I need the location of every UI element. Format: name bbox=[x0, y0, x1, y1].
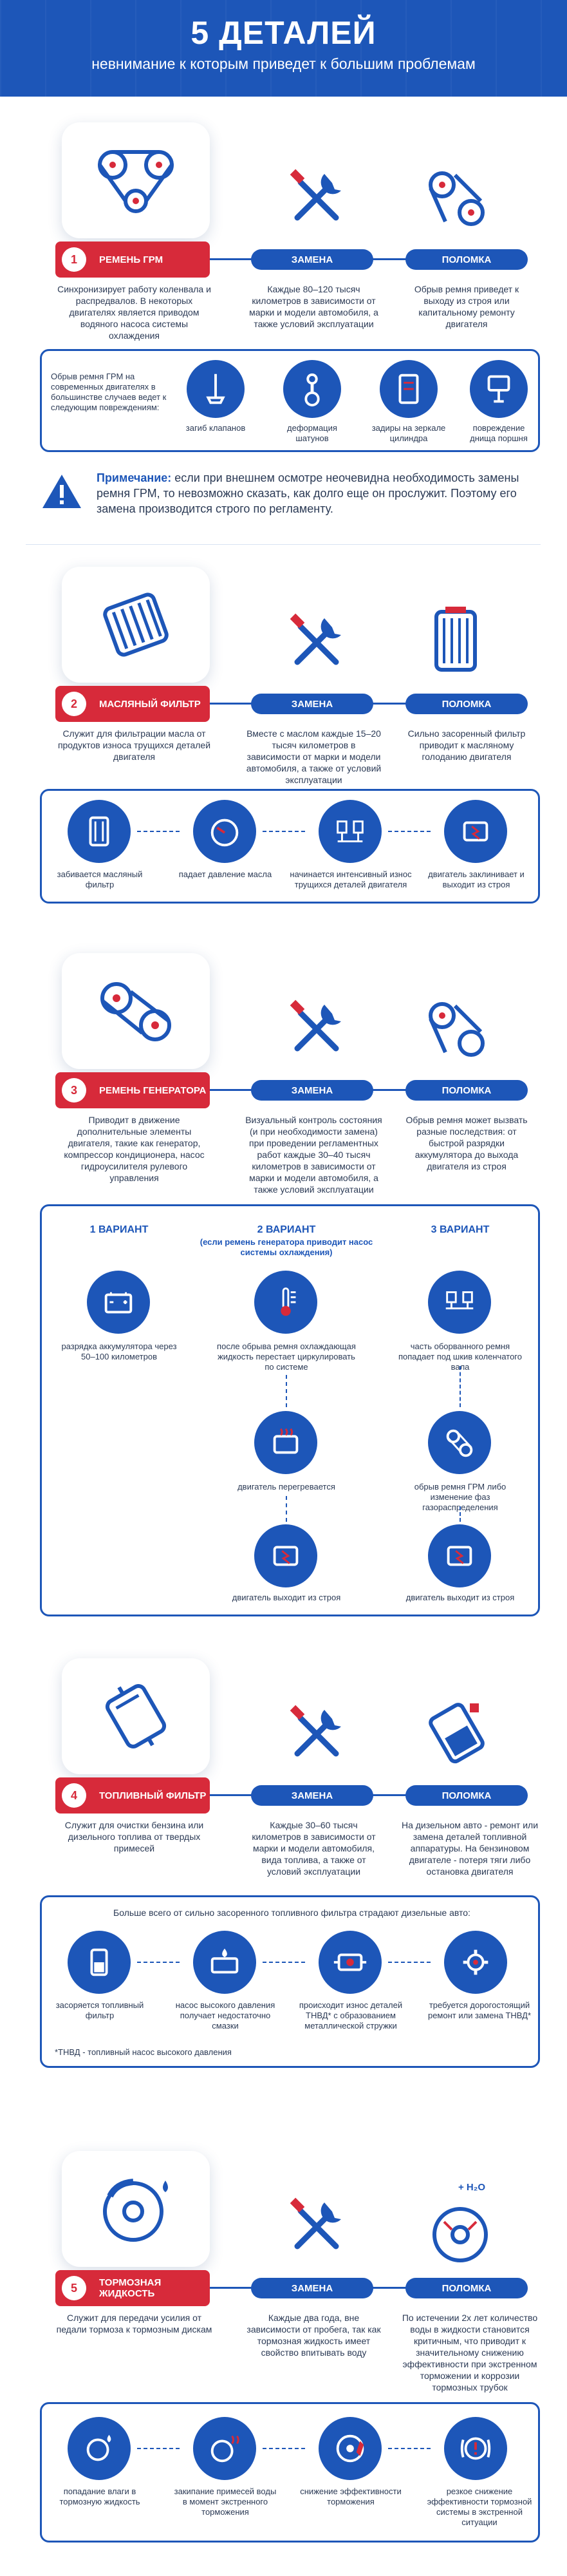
fuel-filter-card bbox=[62, 1658, 210, 1774]
engine-parts-icon bbox=[331, 813, 369, 850]
footnote: *ТНВД - топливный насос высокого давления bbox=[55, 2047, 232, 2057]
fuel-filter-chain-panel bbox=[40, 1895, 540, 2068]
boiling-icon bbox=[206, 2430, 243, 2467]
connecting-rod-icon bbox=[293, 370, 331, 408]
timing-belt-icon bbox=[91, 142, 181, 219]
wrench-screwdriver-icon bbox=[284, 1702, 349, 1766]
breakdown-label: ПОЛОМКА bbox=[405, 2278, 528, 2298]
wrench-screwdriver-icon bbox=[284, 2195, 349, 2259]
chain-item bbox=[68, 800, 131, 863]
damage-item bbox=[283, 360, 341, 418]
alternator-belt-icon bbox=[91, 972, 181, 1050]
chain-item bbox=[193, 1931, 256, 1994]
breakdown-label: ПОЛОМКА bbox=[405, 249, 528, 270]
timing-belt-description: Синхронизирует работу коленвала и распредвалов. В некоторых двигателях является приводом водяного насоса системы охлаждения bbox=[57, 284, 211, 341]
damage-intro: Обрыв ремня ГРМ на современных двигателях в большинстве случаев ведет к следующим повреждениям: bbox=[51, 372, 167, 412]
chain-caption: падает давление масла bbox=[178, 869, 272, 879]
alternator-variants-panel bbox=[40, 1204, 540, 1616]
damage-item bbox=[380, 360, 438, 418]
damage-caption: задиры на зеркале цилиндра bbox=[371, 423, 446, 443]
fuel-panel-title: Больше всего от сильно засоренного топливного фильтра страдают дизельные авто: bbox=[113, 1908, 470, 1918]
variant-2-caption: двигатель выходит из строя bbox=[232, 1593, 341, 1602]
section-name: ТОРМОЗНАЯ ЖИДКОСТЬ bbox=[99, 2277, 162, 2299]
variant-2-subtitle: (если ремень генератора приводит насос системы охлаждения) bbox=[200, 1237, 373, 1257]
page-subtitle: невнимание к которым приведет к большим проблемам bbox=[91, 55, 476, 72]
variant-1-caption: разрядка аккумулятора через 50–100 километров bbox=[61, 1341, 177, 1361]
replace-label: ЗАМЕНА bbox=[251, 249, 373, 270]
section-number: 1 bbox=[62, 247, 86, 272]
broken-belt-icon bbox=[420, 993, 490, 1064]
variant-connector bbox=[460, 1366, 461, 1407]
clogged-filter-icon bbox=[430, 605, 481, 676]
wrench-screwdriver-icon bbox=[284, 611, 349, 675]
crankshaft-icon bbox=[441, 1283, 478, 1321]
chain-caption: начинается интенсивный износ трущихся деталей двигателя bbox=[290, 869, 412, 889]
section-number: 4 bbox=[62, 1783, 86, 1808]
chain-caption: попадание влаги в тормозную жидкость bbox=[59, 2486, 140, 2506]
valve-icon bbox=[197, 370, 234, 408]
brake-disc-icon bbox=[91, 2170, 181, 2248]
timing-belt-card bbox=[62, 122, 210, 238]
alternator-belt-card bbox=[62, 953, 210, 1069]
variant-3-caption: двигатель выходит из строя bbox=[405, 1593, 515, 1602]
fuel-filter-replace-text: Каждые 30–60 тысяч километров в зависимости от марки и модели автомобиля, вида топлива, а также от условий эксплуатации bbox=[252, 1820, 376, 1877]
section-fuel-filter bbox=[0, 1658, 567, 2122]
timing-belt-breakdown-text: Обрыв ремня приведет к выходу из строя или капитальному ремонту двигателя bbox=[414, 284, 519, 329]
section-label-brake-fluid bbox=[55, 2270, 210, 2306]
chain-caption: снижение эффективности торможения bbox=[300, 2486, 402, 2506]
variant-2-caption: после обрыва ремня охлаждающая жидкость перестает циркулировать по системе bbox=[217, 1341, 356, 1372]
brake-disc-water-icon bbox=[425, 2196, 496, 2267]
broken-engine-icon bbox=[441, 1537, 478, 1575]
breakdown-label: ПОЛОМКА bbox=[405, 1080, 528, 1101]
alternator-belt-replace-text: Визуальный контроль состояния (и при необходимости замена) при проведении регламентных работ каждые 30–40 тысяч километров в зависимости от марки и модели автомобиля, а также условий эксплуатации bbox=[245, 1115, 382, 1195]
brake-fluid-replace-text: Каждые два года, вне зависимости от пробега, так как тормозная жидкость имеет свойство впитывать воду bbox=[246, 2313, 381, 2358]
fuel-filter-description: Служит для очистки бензина или дизельного топлива от твердых примесей bbox=[64, 1820, 204, 1853]
chain-connector bbox=[137, 831, 180, 832]
fuel-filter-breakdown-text: На дизельном авто - ремонт или замена деталей топливной аппаратуры. На бензиновом двигателе - потеря тяги либо остановка двигателя bbox=[401, 1820, 539, 1877]
variant-3-caption: часть оборванного ремня попадает под шкив коленчатого вала bbox=[398, 1341, 522, 1372]
damage-caption: деформация шатунов bbox=[287, 423, 337, 443]
variant-3-item bbox=[428, 1524, 491, 1587]
section-alternator-belt bbox=[0, 953, 567, 1629]
variant-3-caption: обрыв ремня ГРМ либо изменение фаз газораспределения bbox=[414, 1482, 507, 1512]
variant-connector bbox=[460, 1506, 461, 1522]
section-number: 3 bbox=[62, 1078, 86, 1103]
damage-caption: повреждение днища поршня bbox=[470, 423, 528, 443]
oil-filter-description: Служит для фильтрации масла от продуктов износа трущихся деталей двигателя bbox=[57, 728, 211, 762]
section-oil-filter bbox=[0, 567, 567, 927]
variant-3-item bbox=[428, 1411, 491, 1474]
chain-item bbox=[444, 1931, 507, 1994]
timing-belt-replace-text: Каждые 80–120 тысяч километров в зависимости от марки и модели автомобиля, а также условий эксплуатации bbox=[249, 284, 378, 329]
warning-icon bbox=[41, 473, 82, 509]
variant-3-title: 3 ВАРИАНТ bbox=[431, 1224, 490, 1235]
note-label: Примечание: bbox=[97, 471, 172, 484]
damage-caption: загиб клапанов bbox=[185, 423, 246, 433]
wrench-screwdriver-icon bbox=[284, 997, 349, 1061]
chain-item bbox=[319, 800, 382, 863]
oil-filter-breakdown-text: Сильно засоренный фильтр приводит к масляному голоданию двигателя bbox=[407, 728, 526, 762]
chain-caption: засоряется топливный фильтр bbox=[55, 2000, 144, 2020]
divider bbox=[26, 544, 541, 545]
breakdown-label: ПОЛОМКА bbox=[405, 694, 528, 714]
chain-connector bbox=[137, 2448, 180, 2449]
broken-belt-icon bbox=[420, 162, 490, 233]
section-label-alternator-belt bbox=[55, 1072, 210, 1108]
section-timing-belt bbox=[0, 122, 567, 586]
broken-engine-icon bbox=[457, 813, 494, 850]
section-name: ТОПЛИВНЫЙ ФИЛЬТР bbox=[99, 1790, 207, 1801]
section-brake-fluid bbox=[0, 2151, 567, 2576]
battery-icon bbox=[100, 1283, 137, 1321]
chain-item bbox=[193, 2417, 256, 2480]
chain-item bbox=[319, 1931, 382, 1994]
note-text: если при внешнем осмотре неочевидна необходимость замены ремня ГРМ, то невозможно сказать, как долго еще он прослужит. Поэтому его замена производится строго по регламенту. bbox=[97, 471, 519, 515]
chain-connector bbox=[388, 1962, 431, 1963]
fuel-filter-icon bbox=[80, 1944, 118, 1981]
chain-item bbox=[444, 2417, 507, 2480]
filter-icon bbox=[80, 813, 118, 850]
chain-caption: резкое снижение эффективности тормозной системы в экстренной ситуации bbox=[427, 2486, 532, 2527]
chain-item bbox=[68, 2417, 131, 2480]
variant-connector bbox=[286, 1496, 287, 1522]
fuel-filter-icon bbox=[91, 1678, 181, 1755]
timing-belt-note bbox=[97, 470, 534, 516]
section-name: РЕМЕНЬ ГРМ bbox=[99, 254, 163, 265]
chain-connector bbox=[263, 1962, 305, 1963]
section-name: МАСЛЯНЫЙ ФИЛЬТР bbox=[99, 698, 201, 710]
timing-belt-icon bbox=[441, 1424, 478, 1461]
oil-filter-card bbox=[62, 567, 210, 683]
water-label: + H₂O bbox=[458, 2182, 486, 2193]
timing-belt-damage-panel bbox=[40, 349, 540, 452]
overheating-engine-icon bbox=[267, 1424, 304, 1461]
section-number: 5 bbox=[62, 2276, 86, 2300]
header bbox=[0, 0, 567, 97]
brake-fluid-card bbox=[62, 2151, 210, 2267]
section-name: РЕМЕНЬ ГЕНЕРАТОРА bbox=[99, 1084, 207, 1096]
chain-item bbox=[193, 800, 256, 863]
chain-caption: закипание примесей воды в момент экстренного торможения bbox=[174, 2486, 277, 2517]
chain-caption: двигатель заклинивает и выходит из строя bbox=[428, 869, 525, 889]
brake-fluid-breakdown-text: По истечении 2х лет количество воды в жидкости становится критичным, что приводит к значительному снижению эффективности при экстренном торможении и коррозии тормозных трубок bbox=[402, 2313, 538, 2392]
variant-connector bbox=[286, 1375, 287, 1407]
chain-connector bbox=[263, 2448, 305, 2449]
variant-2-item bbox=[254, 1411, 317, 1474]
brake-fluid-description: Служит для передачи усилия от педали тормоза к тормозным дискам bbox=[56, 2313, 212, 2334]
chain-item bbox=[68, 1931, 131, 1994]
variant-2-caption: двигатель перегревается bbox=[237, 1482, 335, 1492]
variant-2-item bbox=[254, 1524, 317, 1587]
high-pressure-pump-icon bbox=[331, 1944, 369, 1981]
section-label-oil-filter bbox=[55, 686, 210, 722]
page-title: 5 ДЕТАЛЕЙ bbox=[191, 15, 376, 51]
replace-label: ЗАМЕНА bbox=[251, 694, 373, 714]
broken-engine-icon bbox=[267, 1537, 304, 1575]
variant-2-title: 2 ВАРИАНТ bbox=[257, 1224, 316, 1235]
variant-2-item bbox=[254, 1271, 317, 1334]
section-number: 2 bbox=[62, 692, 86, 716]
variant-1-item bbox=[87, 1271, 150, 1334]
chain-caption: происходит износ деталей ТНВД* с образованием металлической стружки bbox=[299, 2000, 403, 2031]
chain-connector bbox=[388, 831, 431, 832]
section-label-fuel-filter bbox=[55, 1777, 210, 1814]
oil-filter-replace-text: Вместе с маслом каждые 15–20 тысяч километров в зависимости от марки и модели автомобиля, а также от условий эксплуатации bbox=[246, 728, 382, 785]
chain-connector bbox=[388, 2448, 431, 2449]
chain-connector bbox=[263, 831, 305, 832]
moisture-disc-icon bbox=[80, 2430, 118, 2467]
oil-lubrication-icon bbox=[206, 1944, 243, 1981]
replace-label: ЗАМЕНА bbox=[251, 2278, 373, 2298]
oil-filter-chain-panel bbox=[40, 789, 540, 904]
damage-item bbox=[470, 360, 528, 418]
damage-item bbox=[187, 360, 245, 418]
brake-fluid-chain-panel bbox=[40, 2402, 540, 2543]
replace-label: ЗАМЕНА bbox=[251, 1785, 373, 1806]
repair-gear-icon bbox=[457, 1944, 494, 1981]
chain-connector bbox=[137, 1962, 180, 1963]
alternator-belt-breakdown-text: Обрыв ремня может вызвать разные последствия: от быстрой разрядки аккумулятора до выхода двигателя из строя bbox=[405, 1115, 528, 1171]
alternator-belt-description: Приводит в движение дополнительные элементы двигателя, такие как генератор, компрессор кондиционера, насос гидроусилителя рулевого управления bbox=[64, 1115, 205, 1183]
cylinder-icon bbox=[390, 370, 427, 408]
oil-filter-icon bbox=[91, 586, 181, 663]
chain-item bbox=[319, 2417, 382, 2480]
section-label-timing-belt bbox=[55, 242, 210, 278]
piston-icon bbox=[480, 370, 517, 408]
variant-3-item bbox=[428, 1271, 491, 1334]
thermometer-icon bbox=[267, 1283, 304, 1321]
variant-1-title: 1 ВАРИАНТ bbox=[89, 1224, 149, 1235]
brake-caliper-icon bbox=[331, 2430, 369, 2467]
chain-caption: забивается масляный фильтр bbox=[57, 869, 143, 889]
chain-caption: насос высокого давления получает недостаточно смазки bbox=[175, 2000, 275, 2031]
replace-label: ЗАМЕНА bbox=[251, 1080, 373, 1101]
brake-warning-icon bbox=[457, 2430, 494, 2467]
pressure-gauge-icon bbox=[206, 813, 243, 850]
chain-caption: требуется дорогостоящий ремонт или замена ТНВД* bbox=[427, 2000, 532, 2020]
breakdown-label: ПОЛОМКА bbox=[405, 1785, 528, 1806]
clogged-fuel-filter-icon bbox=[425, 1698, 489, 1769]
wrench-screwdriver-icon bbox=[284, 166, 349, 231]
chain-item bbox=[444, 800, 507, 863]
